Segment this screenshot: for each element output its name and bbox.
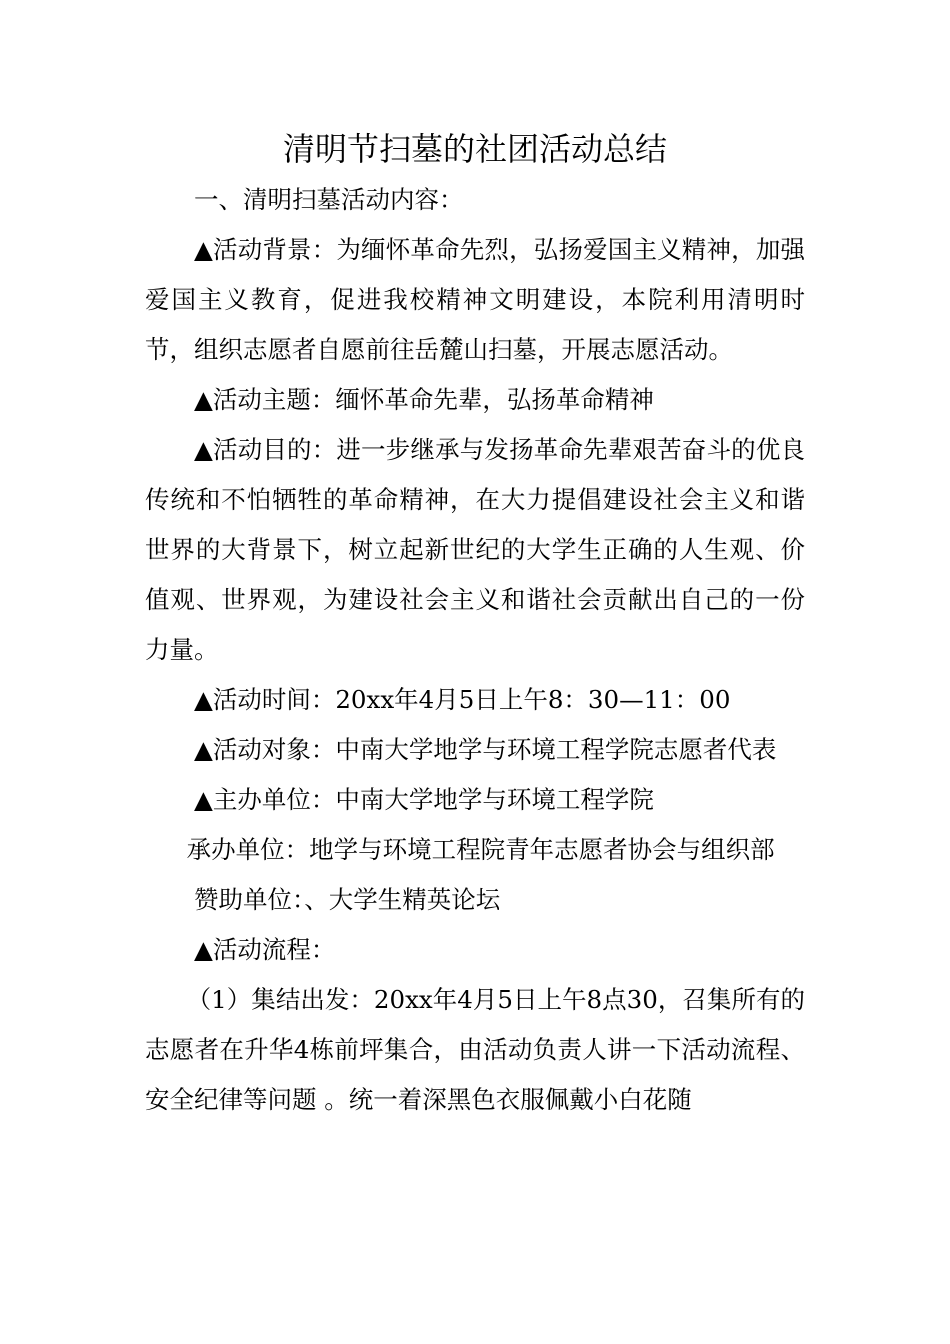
paragraph-background: ▲活动背景：为缅怀革命先烈，弘扬爱国主义精神，加强爱国主义教育，促进我校精神文明建设，本院利用清明时节，组织志愿者自愿前往岳麓山扫墓，开展志愿活动。 (145, 235, 805, 364)
paragraph-time: ▲活动时间：20xx年4月5日上午8：30—11：00 (194, 685, 731, 714)
paragraph-sponsor: 赞助单位：、大学生精英论坛 (194, 885, 501, 914)
section-heading: 一、清明扫墓活动内容： (194, 185, 464, 214)
document-body (145, 175, 805, 1125)
paragraph-theme: ▲活动主题：缅怀革命先辈，弘扬革命精神 (194, 385, 654, 414)
paragraph-participants: ▲活动对象：中南大学地学与环境工程学院志愿者代表 (194, 735, 777, 764)
paragraph-process-heading: ▲活动流程： (194, 935, 336, 964)
paragraph-organizer: ▲主办单位：中南大学地学与环境工程学院 (194, 785, 654, 814)
paragraph-process-step-1: （1）集结出发：20xx年4月5日上午8点30，召集所有的志愿者在升华4栋前坪集合，由活动负责人讲一下活动流程、安全纪律等问题 。统一着深黑色衣服佩戴小白花随 (145, 985, 805, 1114)
paragraph-purpose: ▲活动目的：进一步继承与发扬革命先辈艰苦奋斗的优良传统和不怕牺牲的革命精神，在大力提倡建设社会主义和谐世界的大背景下，树立起新世纪的大学生正确的人生观、价值观、世界观，为建设社会主义和谐社会贡献出自己的一份力量。 (145, 435, 805, 664)
document-title: 清明节扫墓的社团活动总结 (282, 130, 667, 168)
paragraph-co-organizer: 承办单位：地学与环境工程院青年志愿者协会与组织部 (186, 835, 775, 864)
